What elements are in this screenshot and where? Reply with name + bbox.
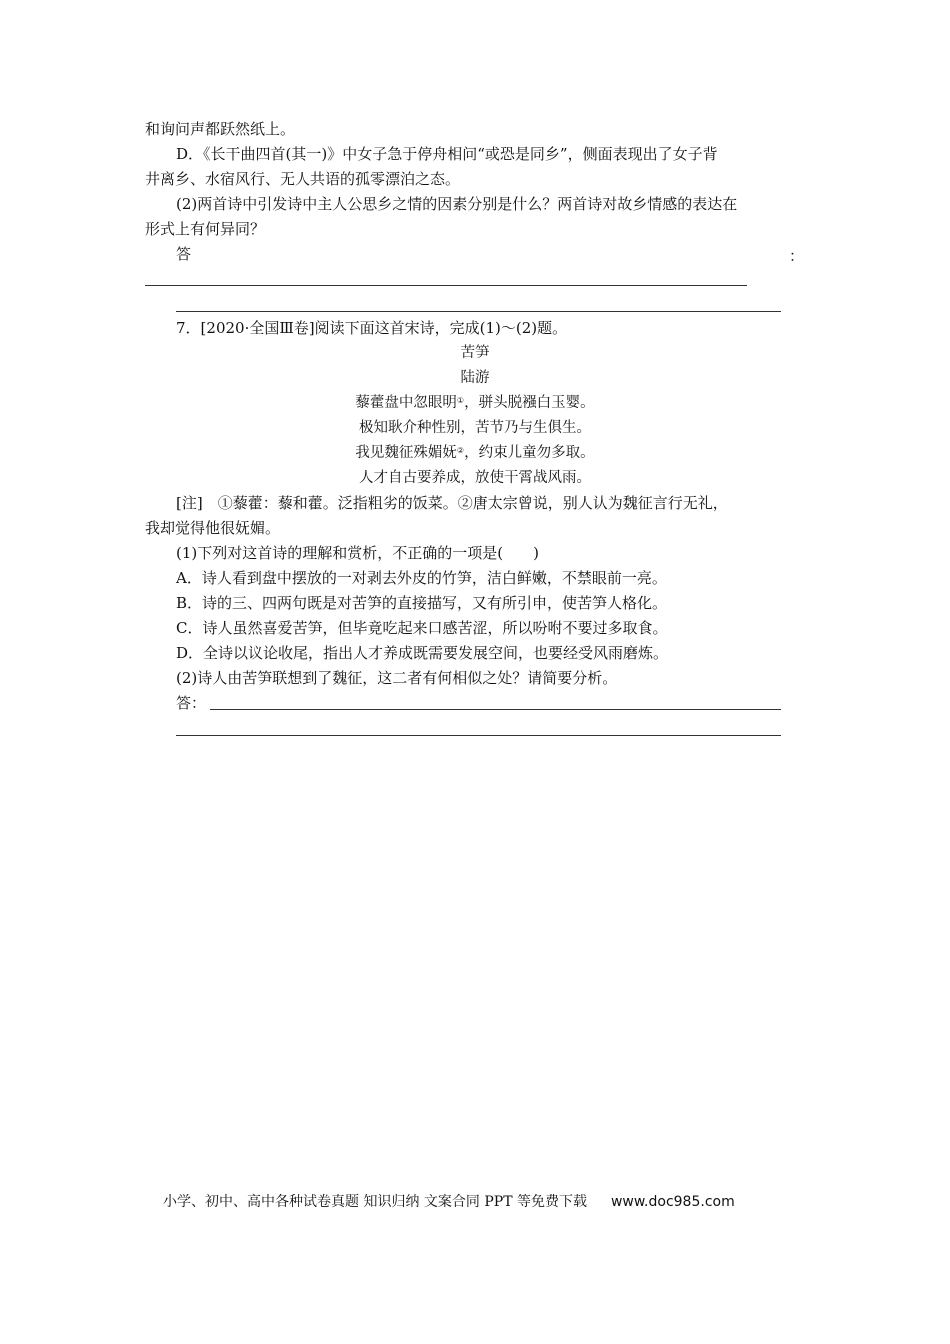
- q7-answer-rule-2: [176, 735, 781, 736]
- footer-url[interactable]: www.doc985.com: [610, 1194, 735, 1210]
- poem-author: 陆游: [460, 370, 490, 386]
- footer-text: 小学、初中、高中各种试卷真题 知识归纳 文案合同 PPT 等免费下载: [163, 1194, 587, 1210]
- q7-notes-line1: [注] ①藜藿：藜和藿。泛指粗劣的饭菜。②唐太宗曾说，别人认为魏征言行无礼，: [176, 494, 728, 512]
- q7-option-a: A．诗人看到盘中摆放的一对剥去外皮的竹笋，洁白鲜嫩，不禁眼前一亮。: [176, 569, 667, 587]
- q7-option-b: B．诗的三、四两句既是对苦笋的直接描写，又有所引申，使苦笋人格化。: [176, 594, 668, 612]
- q7-intro: 7．[2020·全国Ⅲ卷]阅读下面这首宋诗，完成(1)～(2)题。: [176, 319, 568, 337]
- prev-sub2-line2: 形式上有何异同？: [145, 220, 266, 238]
- page-footer: [163, 1192, 735, 1212]
- poem-line-3-text: 我见魏征殊媚妩: [355, 445, 457, 461]
- q7-sub1-stem: (1)下列对这首诗的理解和赏析，不正确的一项是( ): [176, 544, 539, 562]
- q7-answer-rule-1: [210, 709, 781, 710]
- poem-line-4: [0, 468, 950, 488]
- poem-line-4-text: 人才自古要养成，放使干霄战风雨。: [359, 470, 591, 486]
- q7-option-d: D．全诗以议论收尾，指出人才养成既需要发展空间，也要经受风雨磨炼。: [176, 644, 669, 662]
- poem-line-3-rest: ，约束儿童勿多取。: [464, 445, 595, 461]
- q7-notes-line2: 我却觉得他很妩媚。: [145, 519, 281, 537]
- prev-option-d-line1: D．《长干曲四首(其一)》中女子急于停舟相问“或恐是同乡”，侧面表现出了女子背: [176, 145, 718, 163]
- poem-line-2: [0, 418, 950, 438]
- poem-line-2-text: 极知耿介种性别，苦节乃与生俱生。: [359, 420, 591, 436]
- prev-answer-rule-1: [145, 285, 747, 286]
- prev-answer-colon: ：: [789, 247, 805, 265]
- poem-line-1-text: 藜藿盘中忽眼明: [355, 395, 457, 411]
- poem-line-1-rest: ，骈头脱襁白玉婴。: [464, 395, 595, 411]
- q7-answer-label: 答：: [176, 694, 207, 712]
- prev-option-d-line2: 井离乡、水宿风行、无人共语的孤零漂泊之态。: [145, 170, 461, 188]
- q7-option-c: C．诗人虽然喜爱苦笋，但毕竟吃起来口感苦涩，所以吩咐不要过多取食。: [176, 619, 668, 637]
- poem-line-1-note: ①: [456, 396, 465, 405]
- prev-sub2-line1: (2)两首诗中引发诗中主人公思乡之情的因素分别是什么？两首诗对故乡情感的表达在: [176, 195, 738, 213]
- prev-answer-rule-2: [176, 311, 781, 312]
- poem-title: 苦笋: [460, 345, 490, 361]
- poem-line-1: [0, 393, 950, 413]
- q7-sub2-stem: (2)诗人由苦笋联想到了魏征，这二者有何相似之处？请简要分析。: [176, 669, 618, 687]
- poem-line-3-note: ②: [456, 446, 465, 455]
- prev-continued-line: 和询问声都跃然纸上。: [145, 120, 296, 138]
- prev-answer-label: 答: [176, 245, 192, 263]
- poem-line-3: [0, 443, 950, 463]
